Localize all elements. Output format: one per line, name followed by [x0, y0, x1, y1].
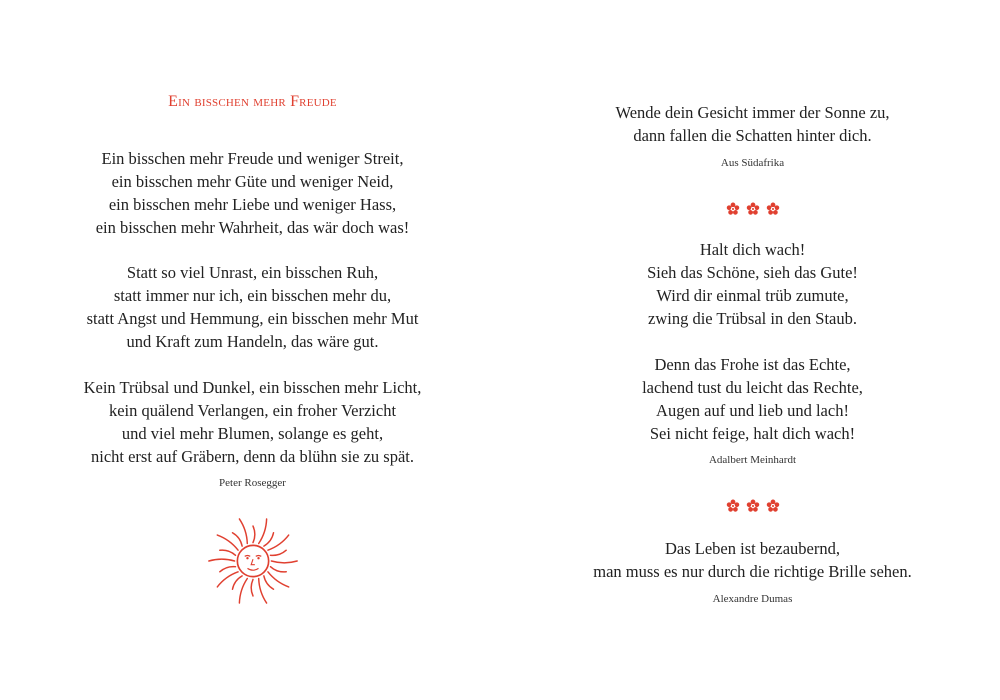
poem-line: nicht erst auf Gräbern, denn da blühn sie zu spät. [90, 447, 415, 466]
sun-ray [271, 561, 297, 563]
quote-source: Aus Südafrika [720, 157, 785, 169]
poem-line: statt Angst und Hemmung, ein bisschen mehr Mut [86, 309, 419, 328]
poem-stanza-2 [505, 353, 1000, 445]
quote-south-africa [505, 101, 1000, 147]
sun-ray [239, 578, 247, 603]
poem-line: und viel mehr Blumen, solange es geht, [121, 424, 384, 443]
stanza-2 [0, 261, 505, 353]
flower-ornament-2 [505, 499, 1000, 513]
poem-title: Ein bisschen mehr Freude [168, 93, 337, 110]
sun-ray [264, 576, 274, 589]
stanza-1 [0, 147, 505, 239]
sun-ray [217, 572, 238, 587]
quote-line: Das Leben ist bezaubernd, [664, 539, 840, 558]
sun-ray [220, 567, 236, 572]
sun-ray [251, 579, 253, 596]
quote-line: dann fallen die Schatten hinter dich. [633, 126, 872, 145]
sun-ray [268, 572, 289, 587]
poem-line: lachend tust du leicht das Rechte, [642, 378, 863, 397]
quote-dumas [505, 537, 1000, 583]
poem-line: kein quälend Verlangen, ein froher Verzicht [108, 401, 397, 420]
right-page [505, 0, 1000, 700]
flower-icon [766, 499, 780, 513]
quote-line: man muss es nur durch die richtige Brille sehen. [593, 562, 912, 581]
poem-line: Augen auf und lieb und lach! [656, 401, 849, 420]
sun-ray [232, 533, 242, 546]
poem-line: ein bisschen mehr Liebe und weniger Hass, [108, 195, 397, 214]
stanza-3 [0, 376, 505, 468]
flower-icon [746, 202, 760, 216]
sun-ray [270, 567, 286, 572]
poem-line: und Kraft zum Handeln, das wäre gut. [126, 332, 379, 351]
sun-ray [259, 519, 267, 544]
poem-line: Statt so viel Unrast, ein bisschen Ruh, [126, 263, 379, 282]
poem-line: zwing die Trübsal in den Staub. [648, 309, 857, 328]
flower-icon [726, 202, 740, 216]
sun-ray [264, 533, 274, 546]
poem-line: Wird dir einmal trüb zumute, [656, 286, 849, 305]
poem-line: Kein Trübsal und Dunkel, ein bisschen mehr Licht, [83, 378, 422, 397]
sun-face-icon [207, 515, 299, 607]
flower-icon [766, 202, 780, 216]
poem-line: ein bisschen mehr Güte und weniger Neid, [111, 172, 394, 191]
sun-ray [253, 526, 255, 543]
flower-icon [746, 499, 760, 513]
flower-icon [726, 499, 740, 513]
sun-ray [209, 559, 235, 561]
flower-ornament-1 [505, 202, 1000, 216]
poem-stanza-1 [505, 238, 1000, 330]
sun-ray [217, 535, 238, 550]
quote-author: Alexandre Dumas [712, 593, 793, 605]
poem-line: Sei nicht feige, halt dich wach! [649, 424, 856, 443]
poem-line: Halt dich wach! [699, 240, 806, 259]
sun-ray [268, 535, 289, 550]
sun-ray [220, 550, 236, 555]
poem-line: statt immer nur ich, ein bisschen mehr du, [113, 286, 392, 305]
poem-line: Sieh das Schöne, sieh das Gute! [647, 263, 858, 282]
quote-line: Wende dein Gesicht immer der Sonne zu, [615, 103, 890, 122]
sun-ray [232, 576, 242, 589]
poem-line: Denn das Frohe ist das Echte, [654, 355, 851, 374]
poem-line: Ein bisschen mehr Freude und weniger Streit, [101, 149, 404, 168]
sun-ray [270, 550, 286, 555]
poem-line: ein bisschen mehr Wahrheit, das wär doch was! [95, 218, 410, 237]
poem-author: Peter Rosegger [219, 477, 286, 489]
poem-author: Adalbert Meinhardt [708, 454, 797, 466]
